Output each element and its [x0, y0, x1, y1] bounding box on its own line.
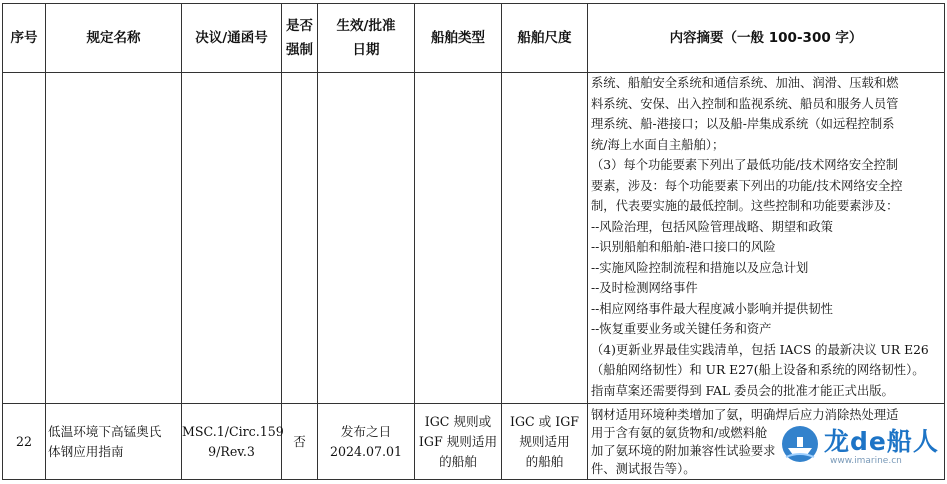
summary-line: 指南草案还需要得到 FAL 委员会的批准才能正式出版。: [591, 383, 894, 398]
cell-ship-size: [502, 404, 588, 480]
summary-line: --实施风险控制流程和措施以及应急计划: [591, 260, 809, 275]
header-mandatory-line-1: 是否: [286, 18, 313, 34]
header-ship-type: 船舶类型: [415, 4, 502, 73]
header-date-line-1: 生效/批准: [336, 18, 396, 34]
summary-line: 加了氨环境的附加兼容性试验要求: [591, 443, 776, 458]
cell-mandatory: [282, 73, 318, 404]
cell-ship-type: [415, 73, 502, 404]
ship-size-line: 的船舶: [525, 453, 564, 469]
summary-line: （船舶网络韧性）和 UR E27(船上设备和系统的网络韧性）。: [591, 363, 925, 377]
cell-name: [46, 73, 182, 404]
summary-line: 制，代表要实施的最低控制。这些控制和功能要素涉及：: [591, 199, 899, 213]
cell-date: [318, 404, 415, 480]
name-line: 体钢应用指南: [48, 443, 124, 459]
resolution-line: 9/Rev.3: [208, 443, 255, 459]
cell-resolution: [182, 404, 282, 480]
cell-seq: 22: [3, 404, 46, 480]
name-line: 低温环境下高锰奥氏: [48, 423, 162, 439]
header-name: 规定名称: [46, 4, 182, 73]
regulation-table: [2, 3, 945, 480]
summary-line: --恢复重要业务或关键任务和资产: [591, 322, 772, 336]
header-ship-size: 船舶尺度: [502, 4, 588, 73]
ship-type-line: IGF 规则适用: [418, 433, 498, 449]
summary-line: 料系统、安保、出入控制和监视系统、船员和服务人员管: [591, 96, 899, 111]
ship-type-line: IGC 规则或: [424, 413, 492, 429]
header-date: [318, 4, 415, 73]
date-line: 发布之日: [340, 423, 392, 439]
summary-line: 系统、船舶安全系统和通信系统、加油、润滑、压载和燃: [591, 76, 899, 90]
cell-mandatory: 否: [282, 404, 318, 480]
cell-date: [318, 73, 415, 404]
table-header-row: [3, 4, 945, 73]
summary-line: --相应网络事件最大程度减小影响并提供韧性: [591, 301, 833, 316]
date-line: 2024.07.01: [329, 443, 403, 459]
summary-line: 要素，涉及：每个功能要素下列出的功能/技术网络安全控: [591, 178, 903, 193]
summary-line: 统/海上水面自主船舶）；: [591, 137, 725, 152]
summary-line: 用于含有氨的氨货物和/或燃料舱: [591, 425, 768, 440]
header-mandatory: [282, 4, 318, 73]
header-summary: 内容摘要（一般 100-300 字）: [588, 4, 945, 73]
watermark: [780, 422, 939, 470]
header-resolution: 决议/通函号: [182, 4, 282, 73]
header-seq: 序号: [3, 4, 46, 73]
summary-line: --风险治理，包括风险管理战略、期望和政策: [591, 219, 833, 234]
ship-type-line: 的船舶: [439, 453, 477, 469]
resolution-line: MSC.1/Circ.159: [182, 423, 284, 439]
cell-ship-type: [415, 404, 502, 480]
summary-line: --识别船舶和船舶-港口接口的风险: [591, 240, 776, 254]
cell-summary: [588, 73, 945, 404]
ship-size-line: 规则适用: [519, 433, 570, 449]
watermark-url: www.imarine.cn: [830, 456, 902, 466]
table-row-continued: [3, 73, 945, 404]
header-mandatory-line-2: 强制: [286, 42, 313, 58]
summary-line: 钢材适用环境种类增加了氨，明确焊后应力消除热处理适: [591, 407, 899, 422]
watermark-text: 龙de船人: [824, 427, 939, 456]
summary-line: --及时检测网络事件: [591, 281, 698, 295]
summary-line: 件、测试报告等）。: [591, 461, 696, 476]
cell-seq: [3, 73, 46, 404]
cell-ship-size: [502, 73, 588, 404]
ship-logo-icon: [780, 424, 820, 464]
summary-line: （4)更新业界最佳实践清单，包括 IACS 的最新决议 UR E26: [591, 342, 929, 357]
header-date-line-2: 日期: [352, 42, 380, 58]
cell-name: [46, 404, 182, 480]
cell-resolution: [182, 73, 282, 404]
summary-line: 理系统、船-港接口；以及船-岸集成系统（如远程控制系: [591, 117, 895, 131]
summary-line: （3）每个功能要素下列出了最低功能/技术网络安全控制: [591, 158, 899, 172]
ship-size-line: IGC 或 IGF: [509, 413, 580, 429]
